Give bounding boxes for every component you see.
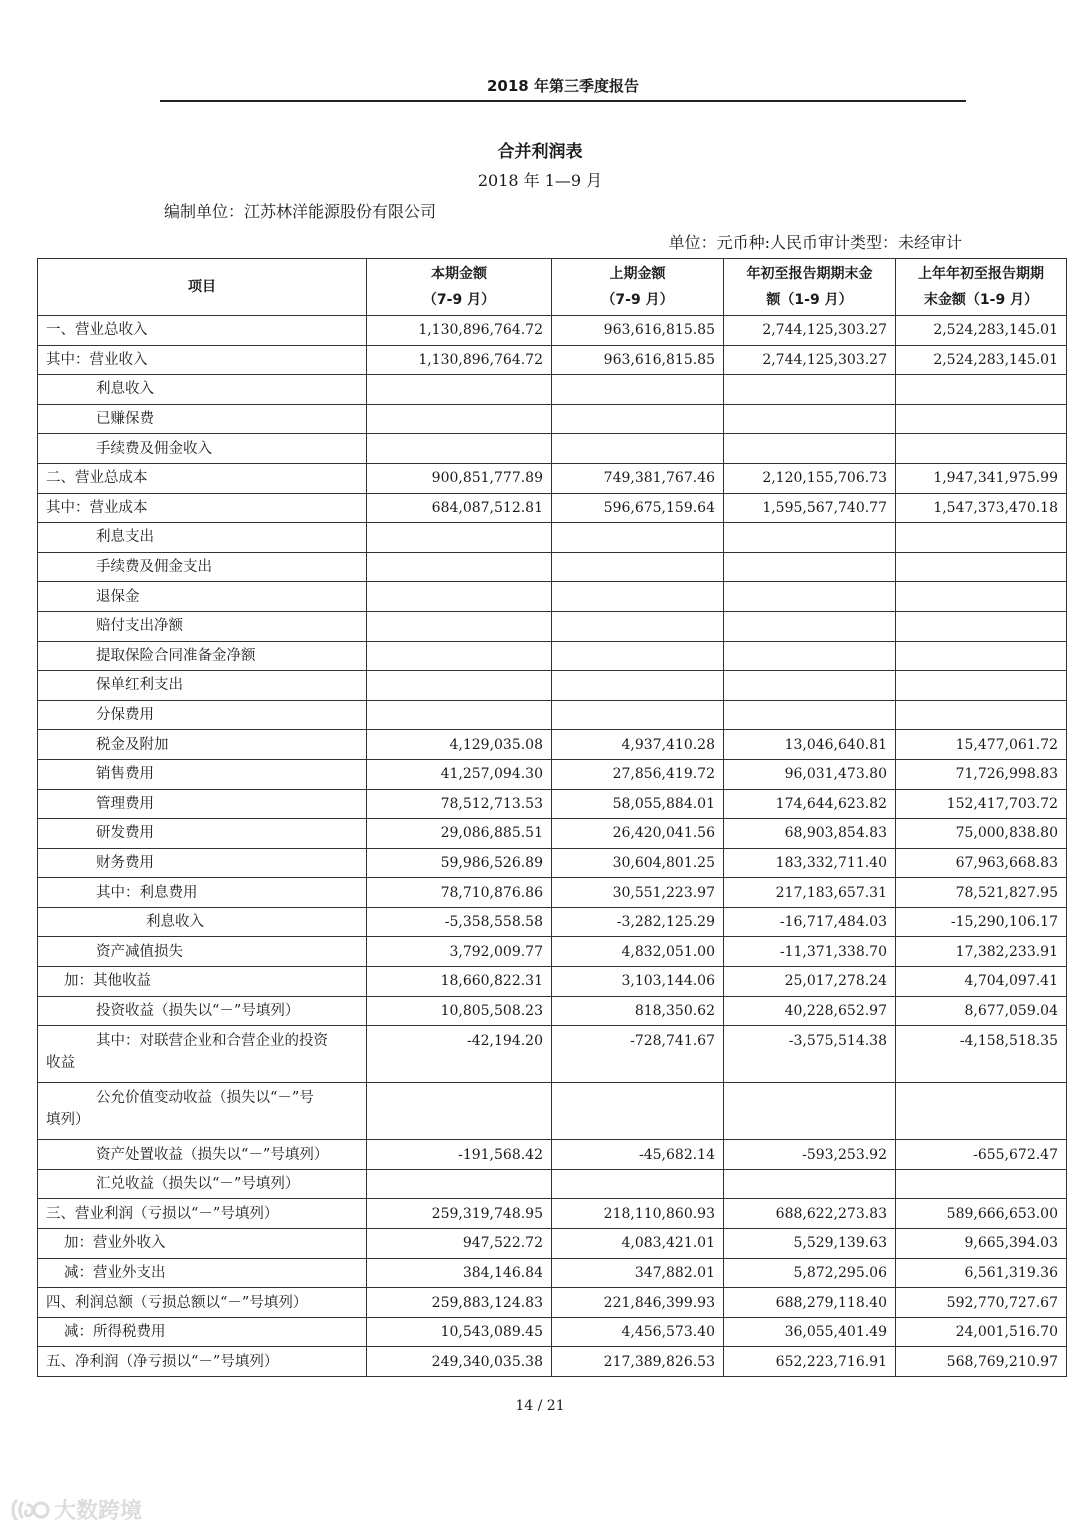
amount-cell: [724, 1169, 896, 1199]
amount-cell: 26,420,041.56: [552, 819, 724, 849]
amount-cell: -11,371,338.70: [724, 937, 896, 967]
table-row: [38, 759, 1067, 789]
table-row: [38, 641, 1067, 671]
amount-cell: 217,389,826.53: [552, 1347, 724, 1377]
amount-cell: 688,622,273.83: [724, 1199, 896, 1229]
table-header-row: [38, 259, 1067, 316]
amount-cell: 2,524,283,145.01: [896, 316, 1067, 346]
column-header-current-period: [367, 259, 552, 316]
table-row: [38, 345, 1067, 375]
table-body: [38, 316, 1067, 1377]
table-row: [38, 1140, 1067, 1170]
amount-cell: 592,770,727.67: [896, 1288, 1067, 1318]
row-label: [38, 1026, 367, 1083]
amount-cell: [552, 671, 724, 701]
row-label-text: 其中：利息费用: [96, 884, 198, 901]
amount-cell: [552, 611, 724, 641]
row-label: [38, 611, 367, 641]
amount-cell: -42,194.20: [367, 1026, 552, 1083]
amount-cell: 27,856,419.72: [552, 759, 724, 789]
column-header-label: 年初至报告期期末金: [746, 266, 873, 282]
table-row: [38, 1169, 1067, 1199]
amount-cell: [724, 641, 896, 671]
amount-cell: 15,477,061.72: [896, 730, 1067, 760]
amount-cell: -3,282,125.29: [552, 907, 724, 937]
amount-cell: 4,704,097.41: [896, 967, 1067, 997]
amount-cell: [552, 552, 724, 582]
header-rule: [160, 100, 966, 102]
row-label-text: 其中：对联营企业和合营企业的投资: [96, 1033, 328, 1050]
table-row: [38, 1083, 1067, 1140]
amount-cell: 900,851,777.89: [367, 463, 552, 493]
amount-cell: 6,561,319.36: [896, 1258, 1067, 1288]
row-label-text: 保单红利支出: [96, 677, 183, 694]
row-label-text: 减：所得税费用: [64, 1324, 166, 1341]
row-label-text: 税金及附加: [96, 736, 169, 753]
row-label: [38, 967, 367, 997]
amount-cell: -16,717,484.03: [724, 907, 896, 937]
amount-cell: [367, 375, 552, 405]
amount-cell: 59,986,526.89: [367, 848, 552, 878]
income-statement-table: [37, 258, 1067, 1377]
amount-cell: 17,382,233.91: [896, 937, 1067, 967]
row-label-continuation: 收益: [46, 1055, 75, 1072]
amount-cell: [896, 434, 1067, 464]
row-label-text: 加：其他收益: [64, 973, 151, 990]
amount-cell: 2,744,125,303.27: [724, 345, 896, 375]
watermark-logo-icon: [10, 1497, 50, 1523]
row-label-text: 二、营业总成本: [46, 470, 148, 487]
amount-cell: 75,000,838.80: [896, 819, 1067, 849]
row-label-text: 退保金: [96, 588, 140, 605]
column-header-label: 本期金额: [431, 266, 487, 282]
amount-cell: 259,883,124.83: [367, 1288, 552, 1318]
amount-cell: [724, 523, 896, 553]
amount-cell: 652,223,716.91: [724, 1347, 896, 1377]
amount-cell: 36,055,401.49: [724, 1317, 896, 1347]
row-label-text: 其中：营业成本: [46, 499, 148, 516]
amount-cell: [552, 1083, 724, 1140]
amount-cell: [552, 1169, 724, 1199]
amount-cell: 183,332,711.40: [724, 848, 896, 878]
amount-cell: [367, 700, 552, 730]
row-label: [38, 1288, 367, 1318]
row-label-text: 利息支出: [96, 529, 154, 546]
row-label: [38, 907, 367, 937]
row-label: [38, 1140, 367, 1170]
watermark-text: 大数跨境: [54, 1499, 143, 1524]
row-label-text: 分保费用: [96, 707, 154, 724]
row-label: [38, 463, 367, 493]
table-row: [38, 1347, 1067, 1377]
amount-cell: [552, 700, 724, 730]
table-row: [38, 1229, 1067, 1259]
table-row: [38, 1199, 1067, 1229]
row-label: [38, 1317, 367, 1347]
amount-cell: 684,087,512.81: [367, 493, 552, 523]
row-label: [38, 1083, 367, 1140]
table-row: [38, 848, 1067, 878]
amount-cell: 1,947,341,975.99: [896, 463, 1067, 493]
row-label: [38, 1229, 367, 1259]
amount-cell: 29,086,885.51: [367, 819, 552, 849]
amount-cell: 4,937,410.28: [552, 730, 724, 760]
amount-cell: [896, 1083, 1067, 1140]
amount-cell: [552, 582, 724, 612]
amount-cell: 4,129,035.08: [367, 730, 552, 760]
row-label-text: 销售费用: [96, 766, 154, 783]
amount-cell: 2,744,125,303.27: [724, 316, 896, 346]
row-label-text: 赔付支出净额: [96, 618, 183, 635]
amount-cell: 40,228,652.97: [724, 996, 896, 1026]
table-row: [38, 493, 1067, 523]
amount-cell: [896, 700, 1067, 730]
amount-cell: 10,805,508.23: [367, 996, 552, 1026]
amount-cell: 30,604,801.25: [552, 848, 724, 878]
column-header-sublabel: 额（1-9 月）: [766, 292, 853, 308]
amount-cell: 24,001,516.70: [896, 1317, 1067, 1347]
row-label: [38, 1258, 367, 1288]
amount-cell: [896, 404, 1067, 434]
column-header-sublabel: 末金额（1-9 月）: [923, 292, 1039, 308]
row-label: [38, 848, 367, 878]
amount-cell: [724, 582, 896, 612]
amount-cell: 30,551,223.97: [552, 878, 724, 908]
amount-cell: [724, 434, 896, 464]
table-row: [38, 316, 1067, 346]
row-label: [38, 552, 367, 582]
column-header-label: 上期金额: [609, 266, 666, 282]
amount-cell: 5,529,139.63: [724, 1229, 896, 1259]
column-header-sublabel: （7-9 月）: [422, 292, 496, 308]
row-label-text: 三、营业利润（亏损以“－”号填列）: [46, 1205, 279, 1222]
amount-cell: 589,666,653.00: [896, 1199, 1067, 1229]
row-label-text: 五、净利润（净亏损以“－”号填列）: [46, 1353, 279, 1370]
table-row: [38, 907, 1067, 937]
row-label: [38, 700, 367, 730]
column-header-label: 上年年初至报告期期: [918, 266, 1044, 282]
amount-cell: 3,103,144.06: [552, 967, 724, 997]
amount-cell: [552, 404, 724, 434]
row-label-text: 加：营业外收入: [64, 1235, 166, 1252]
amount-cell: 221,846,399.93: [552, 1288, 724, 1318]
table-row: [38, 434, 1067, 464]
amount-cell: -191,568.42: [367, 1140, 552, 1170]
amount-cell: [367, 1169, 552, 1199]
row-label: [38, 1169, 367, 1199]
row-label-text: 资产减值损失: [96, 943, 183, 960]
amount-cell: [724, 404, 896, 434]
table-row: [38, 1026, 1067, 1083]
running-header: 2018 年第三季度报告: [487, 77, 639, 95]
row-label: [38, 1199, 367, 1229]
row-label-text: 公允价值变动收益（损失以“－”号: [96, 1090, 314, 1107]
row-label: [38, 523, 367, 553]
amount-cell: [896, 611, 1067, 641]
table-row: [38, 937, 1067, 967]
row-label: [38, 1347, 367, 1377]
amount-cell: 67,963,668.83: [896, 848, 1067, 878]
table-row: [38, 671, 1067, 701]
amount-cell: 78,521,827.95: [896, 878, 1067, 908]
amount-cell: [367, 523, 552, 553]
row-label-text: 研发费用: [96, 825, 154, 842]
amount-cell: [552, 523, 724, 553]
row-label: [38, 671, 367, 701]
amount-cell: [367, 434, 552, 464]
amount-cell: -15,290,106.17: [896, 907, 1067, 937]
amount-cell: [896, 671, 1067, 701]
amount-cell: 1,547,373,470.18: [896, 493, 1067, 523]
amount-cell: 96,031,473.80: [724, 759, 896, 789]
report-period: 2018 年 1—9 月: [477, 171, 603, 190]
amount-cell: -4,158,518.35: [896, 1026, 1067, 1083]
table-row: [38, 1288, 1067, 1318]
amount-cell: [724, 552, 896, 582]
amount-cell: [896, 582, 1067, 612]
row-label-text: 一、营业总收入: [46, 322, 148, 339]
report-title: 合并利润表: [497, 142, 583, 162]
amount-cell: 947,522.72: [367, 1229, 552, 1259]
row-label-text: 减：营业外支出: [64, 1264, 166, 1281]
row-label-continuation: 填列）: [46, 1112, 90, 1129]
column-header-item: [38, 259, 367, 316]
amount-cell: [367, 641, 552, 671]
table-row: [38, 967, 1067, 997]
amount-cell: 218,110,860.93: [552, 1199, 724, 1229]
row-label-text: 提取保险合同准备金净额: [96, 647, 256, 664]
row-label: [38, 937, 367, 967]
amount-cell: -5,358,558.58: [367, 907, 552, 937]
table-row: [38, 819, 1067, 849]
row-label: [38, 345, 367, 375]
amount-cell: [367, 671, 552, 701]
table-row: [38, 1317, 1067, 1347]
column-header-ytd: [724, 259, 896, 316]
amount-cell: 1,595,567,740.77: [724, 493, 896, 523]
row-label: [38, 759, 367, 789]
amount-cell: 5,872,295.06: [724, 1258, 896, 1288]
amount-cell: 174,644,623.82: [724, 789, 896, 819]
table-row: [38, 523, 1067, 553]
amount-cell: 152,417,703.72: [896, 789, 1067, 819]
amount-cell: [367, 582, 552, 612]
amount-cell: 9,665,394.03: [896, 1229, 1067, 1259]
amount-cell: 3,792,009.77: [367, 937, 552, 967]
amount-cell: 71,726,998.83: [896, 759, 1067, 789]
row-label-text: 利息收入: [96, 381, 154, 398]
amount-cell: 1,130,896,764.72: [367, 345, 552, 375]
table-row: [38, 730, 1067, 760]
compiler-line: 编制单位：江苏林洋能源股份有限公司: [164, 202, 437, 221]
table-row: [38, 789, 1067, 819]
row-label: [38, 878, 367, 908]
amount-cell: 818,350.62: [552, 996, 724, 1026]
amount-cell: -45,682.14: [552, 1140, 724, 1170]
row-label: [38, 316, 367, 346]
table-row: [38, 552, 1067, 582]
row-label: [38, 641, 367, 671]
amount-cell: [896, 552, 1067, 582]
table-row: [38, 375, 1067, 405]
amount-cell: 58,055,884.01: [552, 789, 724, 819]
amount-cell: 749,381,767.46: [552, 463, 724, 493]
row-label: [38, 819, 367, 849]
row-label: [38, 404, 367, 434]
row-label-text: 已赚保费: [96, 411, 154, 428]
table-row: [38, 996, 1067, 1026]
amount-cell: 10,543,089.45: [367, 1317, 552, 1347]
row-label-text: 财务费用: [96, 854, 154, 871]
amount-cell: 963,616,815.85: [552, 316, 724, 346]
amount-cell: 2,120,155,706.73: [724, 463, 896, 493]
amount-cell: [896, 641, 1067, 671]
amount-cell: 384,146.84: [367, 1258, 552, 1288]
amount-cell: 347,882.01: [552, 1258, 724, 1288]
row-label-text: 投资收益（损失以“－”号填列）: [96, 1002, 300, 1019]
row-label: [38, 582, 367, 612]
amount-cell: 259,319,748.95: [367, 1199, 552, 1229]
amount-cell: [552, 375, 724, 405]
amount-cell: [367, 611, 552, 641]
amount-cell: [367, 1083, 552, 1140]
amount-cell: [896, 523, 1067, 553]
amount-cell: -593,253.92: [724, 1140, 896, 1170]
amount-cell: [724, 375, 896, 405]
amount-cell: 217,183,657.31: [724, 878, 896, 908]
row-label: [38, 434, 367, 464]
amount-cell: 4,456,573.40: [552, 1317, 724, 1347]
row-label: [38, 730, 367, 760]
amount-cell: 78,512,713.53: [367, 789, 552, 819]
column-header-prior-period: [552, 259, 724, 316]
amount-cell: [724, 671, 896, 701]
page-number: 14 / 21: [515, 1398, 565, 1414]
amount-cell: 4,083,421.01: [552, 1229, 724, 1259]
row-label-text: 手续费及佣金支出: [96, 559, 212, 576]
unit-line: 单位：元币种:人民币审计类型：未经审计: [668, 233, 962, 252]
table-row: [38, 582, 1067, 612]
amount-cell: 568,769,210.97: [896, 1347, 1067, 1377]
amount-cell: 41,257,094.30: [367, 759, 552, 789]
amount-cell: 18,660,822.31: [367, 967, 552, 997]
amount-cell: 249,340,035.38: [367, 1347, 552, 1377]
table-row: [38, 878, 1067, 908]
amount-cell: 2,524,283,145.01: [896, 345, 1067, 375]
amount-cell: 68,903,854.83: [724, 819, 896, 849]
amount-cell: -3,575,514.38: [724, 1026, 896, 1083]
column-header-label: 项目: [188, 279, 216, 295]
row-label-text: 四、利润总额（亏损总额以“－”号填列）: [46, 1294, 308, 1311]
table-row: [38, 1258, 1067, 1288]
amount-cell: 963,616,815.85: [552, 345, 724, 375]
amount-cell: [552, 641, 724, 671]
amount-cell: [724, 1083, 896, 1140]
row-label: [38, 789, 367, 819]
row-label: [38, 996, 367, 1026]
column-header-sublabel: （7-9 月）: [601, 292, 674, 308]
table-row: [38, 700, 1067, 730]
table-row: [38, 463, 1067, 493]
amount-cell: -655,672.47: [896, 1140, 1067, 1170]
amount-cell: [367, 552, 552, 582]
amount-cell: [367, 404, 552, 434]
row-label-text: 资产处置收益（损失以“－”号填列）: [96, 1146, 329, 1163]
row-label-text: 汇兑收益（损失以“－”号填列）: [96, 1176, 300, 1193]
row-label-text: 管理费用: [96, 795, 154, 812]
amount-cell: 1,130,896,764.72: [367, 316, 552, 346]
row-label: [38, 493, 367, 523]
row-label-text: 利息收入: [146, 914, 204, 931]
row-label-text: 其中：营业收入: [46, 351, 148, 368]
row-label: [38, 375, 367, 405]
amount-cell: [896, 375, 1067, 405]
table-row: [38, 404, 1067, 434]
amount-cell: 8,677,059.04: [896, 996, 1067, 1026]
amount-cell: 25,017,278.24: [724, 967, 896, 997]
amount-cell: [724, 700, 896, 730]
column-header-prior-ytd: [896, 259, 1067, 316]
row-label-text: 手续费及佣金收入: [96, 440, 212, 457]
amount-cell: 688,279,118.40: [724, 1288, 896, 1318]
watermark: [10, 1494, 142, 1525]
amount-cell: 4,832,051.00: [552, 937, 724, 967]
amount-cell: [552, 434, 724, 464]
amount-cell: 78,710,876.86: [367, 878, 552, 908]
amount-cell: [724, 611, 896, 641]
amount-cell: [896, 1169, 1067, 1199]
table-row: [38, 611, 1067, 641]
amount-cell: -728,741.67: [552, 1026, 724, 1083]
amount-cell: 596,675,159.64: [552, 493, 724, 523]
amount-cell: 13,046,640.81: [724, 730, 896, 760]
